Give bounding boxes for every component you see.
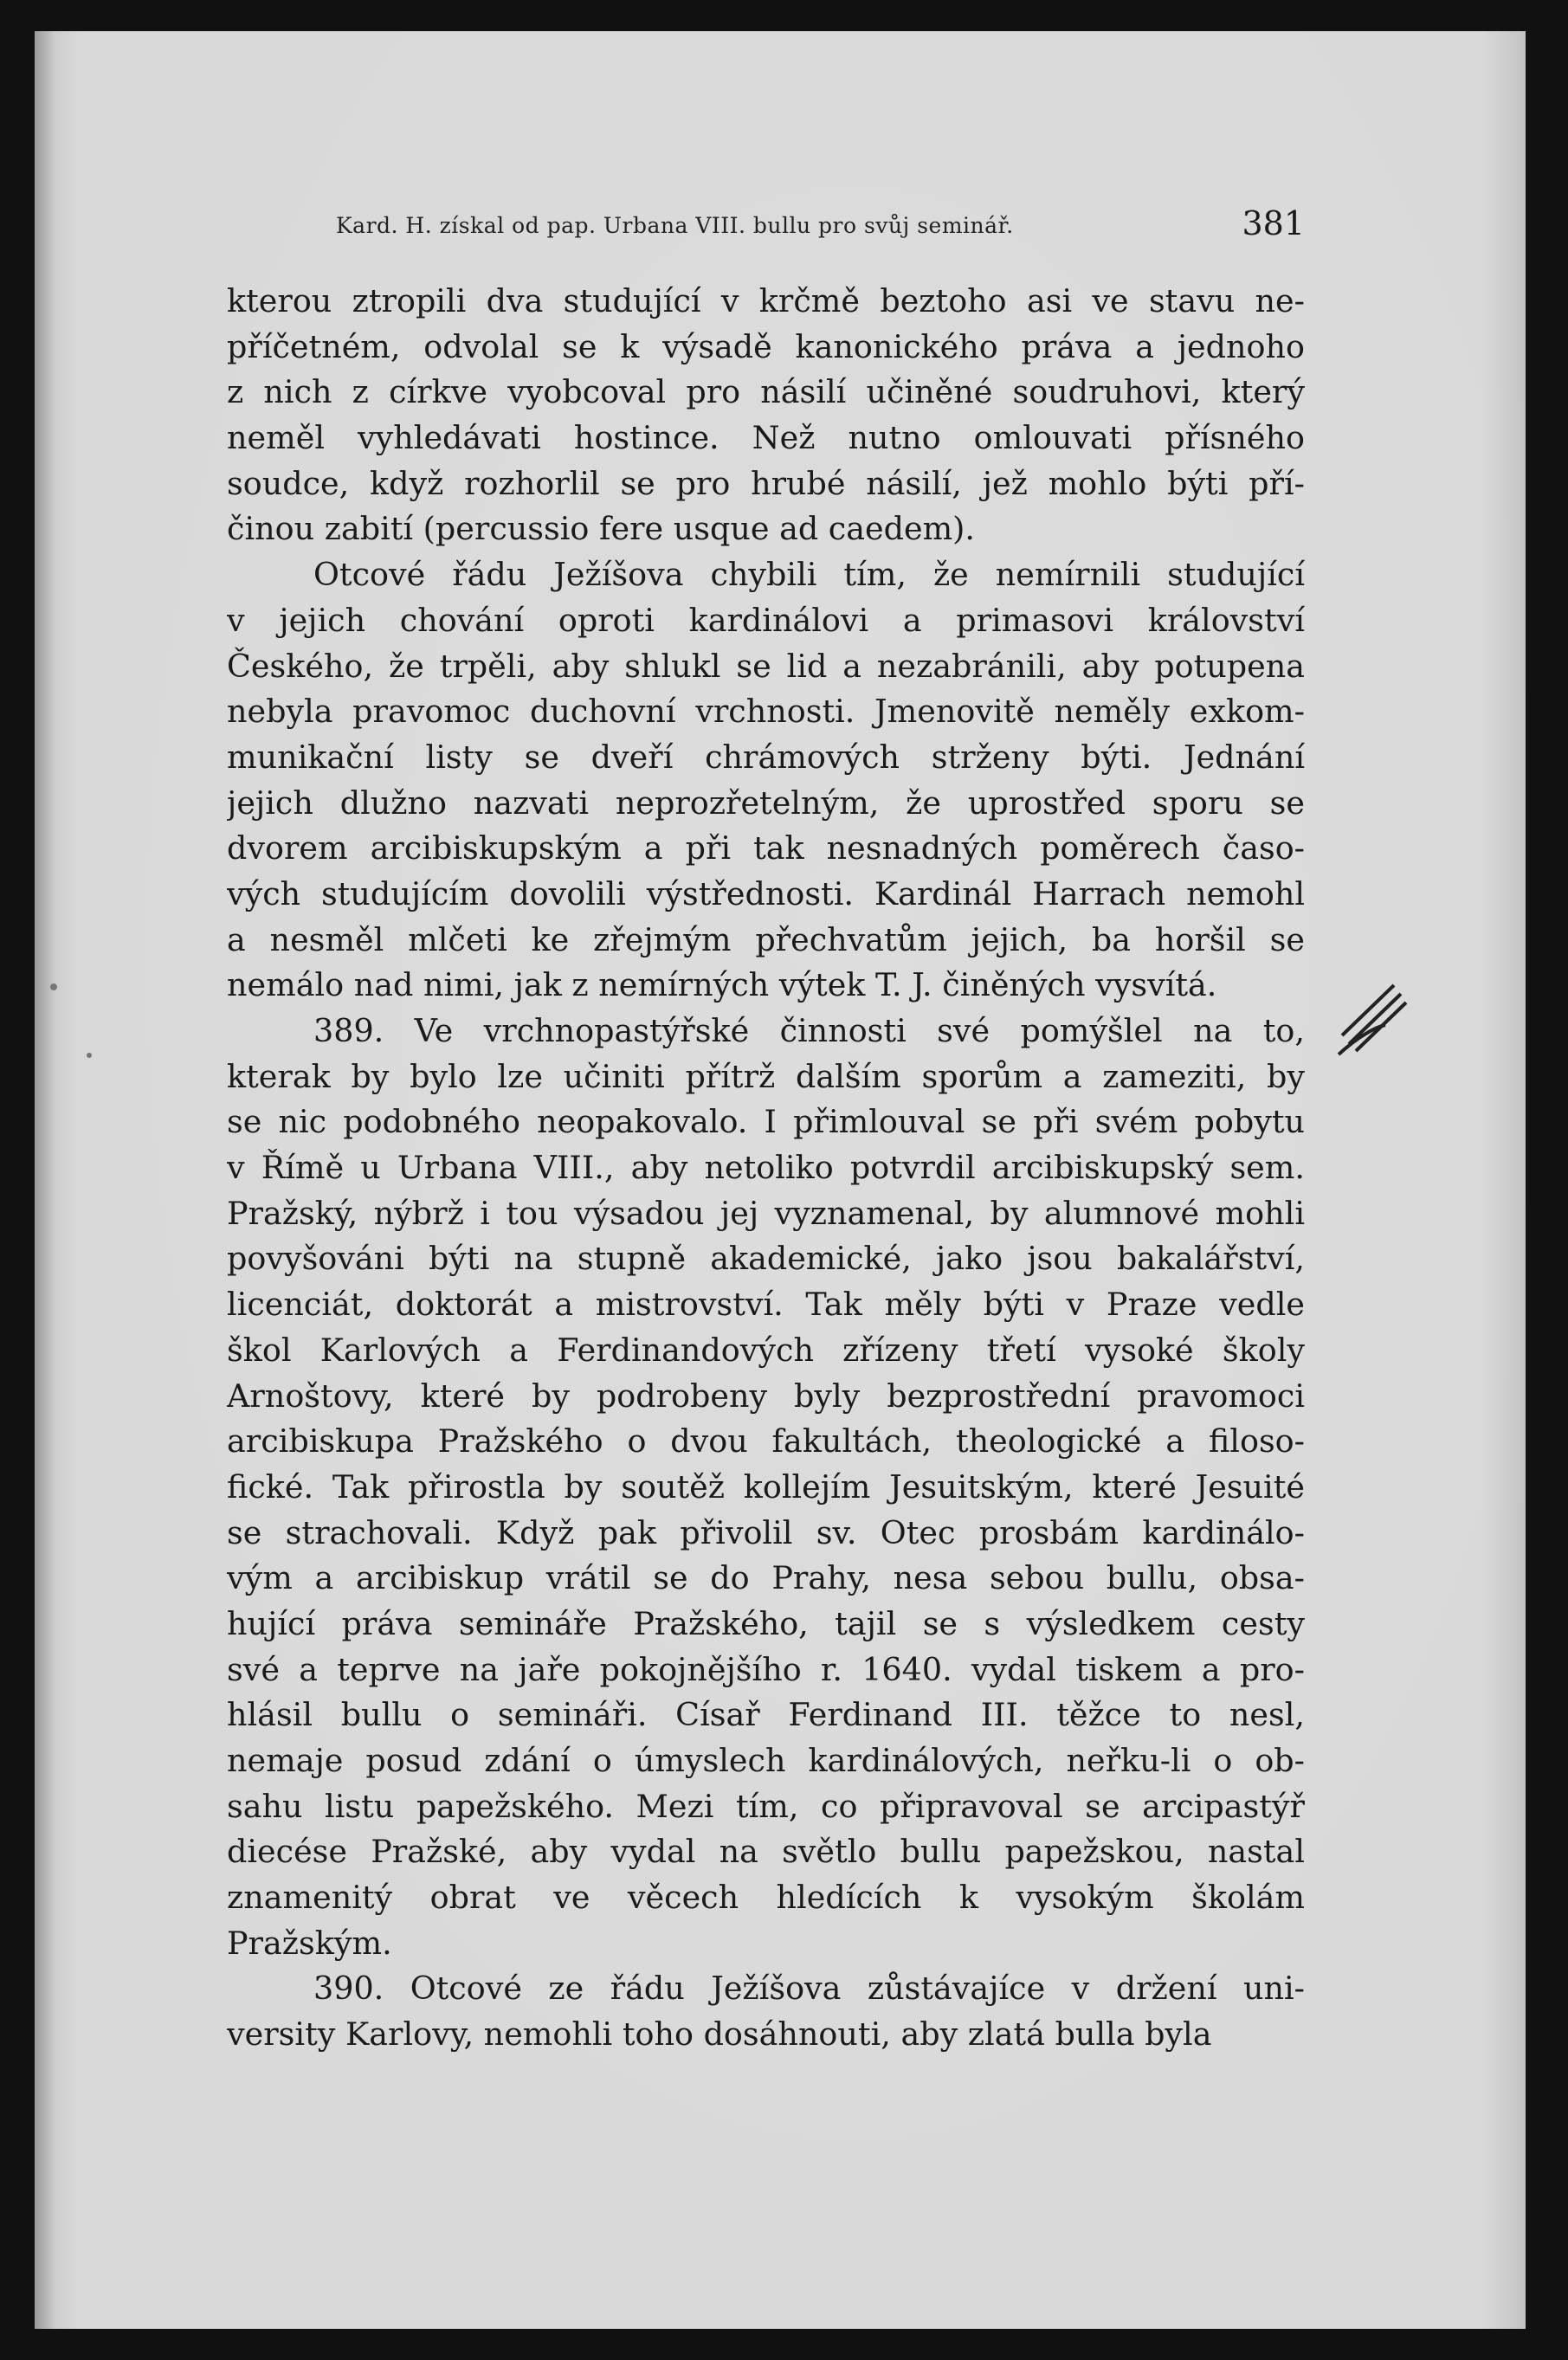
text-line: arcibiskupa Pražského o dvou fakultách, theologické a filoso- — [227, 1422, 1305, 1460]
page-binding-edge — [35, 31, 54, 2329]
text-line: se strachovali. Když pak přivolil sv. Otec prosbám kardinálo- — [227, 1513, 1305, 1551]
text-line: vým a arcibiskup vrátil se do Prahy, nesa sebou bullu, obsa- — [227, 1559, 1305, 1597]
text-line: vých studujícím dovolili výstřednosti. Kardinál Harrach nemohl — [227, 874, 1305, 912]
text-line: nemálo nad nimi, jak z nemírných výtek T. J. činěných vysvítá. — [227, 966, 1217, 1004]
scan-speck — [50, 983, 57, 990]
paragraph-start-line: 389. Ve vrchnopastýřské činnosti své pomýšlel na to, — [313, 1012, 1305, 1049]
text-line: škol Karlových a Ferdinandových zřízeny třetí vysoké školy — [227, 1331, 1305, 1369]
text-line: kterou ztropili dva studující v krčmě beztoho asi ve stavu ne- — [227, 282, 1305, 319]
text-line: diecése Pražské, aby vydal na světlo bullu papežskou, nastal — [227, 1833, 1305, 1871]
text-line: z nich z církve vyobcoval pro násilí učiněné soudruhovi, který — [227, 373, 1305, 411]
text-line: hlásil bullu o semináři. Císař Ferdinand III. těžce to nesl, — [227, 1696, 1305, 1734]
running-head — [227, 204, 1305, 253]
text-line: Pražským. — [227, 1924, 392, 1962]
text-line: dvorem arcibiskupským a při tak nesnadných poměrech časo- — [227, 829, 1305, 867]
text-line: Českého, že trpěli, aby shlukl se lid a nezabránili, aby potupena — [227, 647, 1305, 685]
scan-speck — [87, 1053, 92, 1058]
text-line: hující práva semináře Pražského, tajil se s výsledkem cesty — [227, 1604, 1305, 1642]
text-line: kterak by bylo lze učiniti přítrž dalším sporům a zameziti, by — [227, 1057, 1305, 1095]
paragraph-start-line: 390. Otcové ze řádu Ježíšova zůstávajíce v držení uni- — [313, 1970, 1305, 2008]
text-line: fické. Tak přirostla by soutěž kollejím Jesuitským, které Jesuité — [227, 1467, 1305, 1506]
pencil-mark-icon — [1333, 975, 1411, 1070]
text-line: licenciát, doktorát a mistrovství. Tak měly býti v Praze vedle — [227, 1286, 1305, 1324]
text-line: v Římě u Urbana VIII., aby netoliko potvrdil arcibiskupský sem. — [227, 1149, 1305, 1187]
text-line: Arnoštovy, které by podrobeny byly bezprostřední pravomoci — [227, 1377, 1305, 1415]
text-line: sahu listu papežského. Mezi tím, co připravoval se arcipastýř — [227, 1787, 1305, 1825]
text-line: v jejich chování oproti kardinálovi a primasovi království — [227, 601, 1305, 639]
page-text-block — [227, 204, 1305, 2058]
text-line: a nesměl mlčeti ke zřejmým přechvatům jejich, ba horšil se — [227, 920, 1305, 958]
text-line: Pražský, nýbrž i tou výsadou jej vyznamenal, by alumnové mohli — [227, 1194, 1305, 1232]
text-line: činou zabití (percussio fere usque ad caedem). — [227, 510, 976, 548]
text-line: neměl vyhledávati hostince. Než nutno omlouvati přísného — [227, 419, 1305, 457]
text-line: povyšováni býti na stupně akademické, jako jsou bakalářství, — [227, 1240, 1305, 1278]
text-line: jejich dlužno nazvati neprozřetelným, že uprostřed sporu se — [227, 783, 1305, 822]
text-line: znamenitý obrat ve věcech hledících k vysokým školám — [227, 1879, 1305, 1917]
text-line: versity Karlovy, nemohli toho dosáhnouti, aby zlatá bulla byla — [227, 2015, 1212, 2054]
text-line: příčetném, odvolal se k výsadě kanonického práva a jednoho — [227, 327, 1305, 365]
running-head-title: Kard. H. získal od pap. Urbana VIII. bullu pro svůj seminář. — [336, 213, 1014, 238]
book-page — [35, 31, 1526, 2329]
text-line: munikační listy se dveří chrámových strženy býti. Jednání — [227, 738, 1305, 776]
text-line: nebyla pravomoc duchovní vrchnosti. Jmenovitě neměly exkom- — [227, 693, 1305, 731]
paragraph-start-line: Otcové řádu Ježíšova chybili tím, že nemírnili studující — [313, 556, 1305, 594]
text-line: se nic podobného neopakovalo. I přimlouval se při svém pobytu — [227, 1103, 1305, 1141]
text-line: své a teprve na jaře pokojnějšího r. 1640. vydal tiskem a pro- — [227, 1650, 1305, 1688]
text-line: soudce, když rozhorlil se pro hrubé násilí, jež mohlo býti pří- — [227, 464, 1305, 502]
text-line: nemaje posud zdání o úmyslech kardinálových, neřku-li o ob- — [227, 1742, 1305, 1779]
page-number: 381 — [1242, 204, 1305, 242]
